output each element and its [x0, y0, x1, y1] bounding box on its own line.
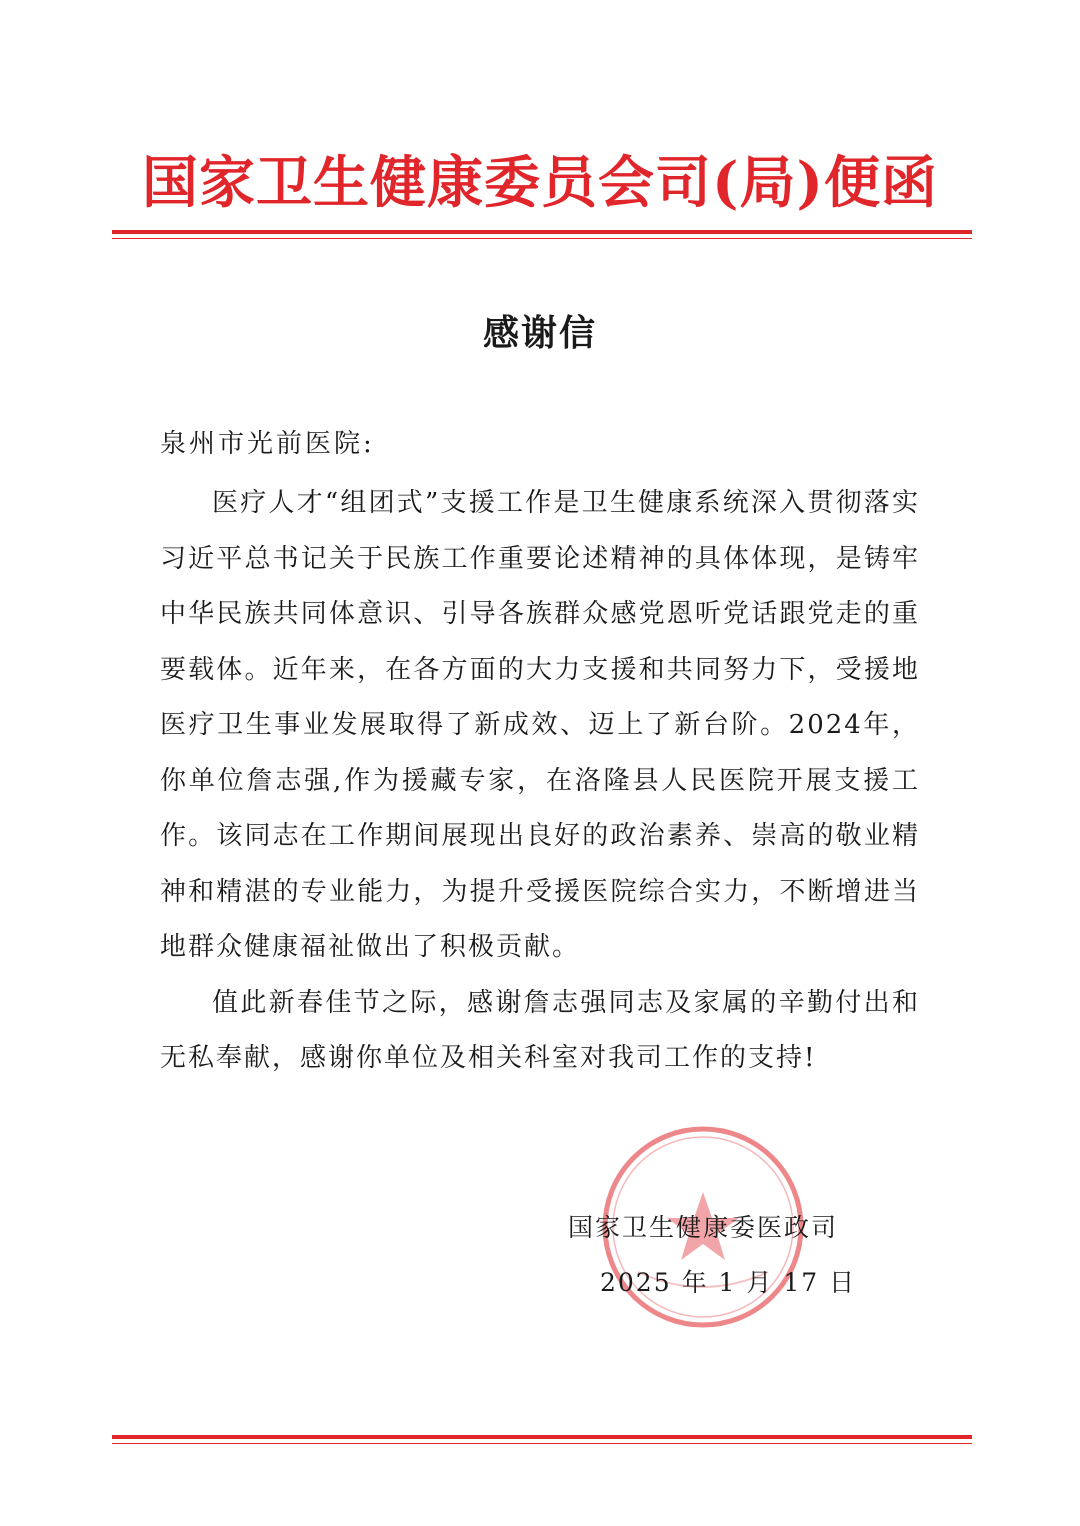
salutation: 泉州市光前医院:: [160, 429, 375, 459]
letterhead-rule-top: [112, 230, 972, 239]
footer-rule-bottom: [112, 1435, 972, 1444]
signature-block: [560, 1200, 880, 1310]
signature-date: 2025 年 1 月 17 日: [600, 1268, 857, 1297]
letter-body: [160, 476, 920, 1087]
document-title: 感谢信: [482, 312, 597, 354]
letterhead-title: 国家卫生健康委员会司(局)便函: [142, 150, 938, 216]
signature-organization: 国家卫生健康委医政司: [568, 1213, 839, 1242]
body-paragraph-2: 值此新春佳节之际，感谢詹志强同志及家属的辛勤付出和无私奉献，感谢你单位及相关科室对我司工作的支持!: [160, 987, 920, 1073]
body-paragraph-1: 医疗人才“组团式”支援工作是卫生健康系统深入贯彻落实习近平总书记关于民族工作重要论述精神的具体体现，是铸牢中华民族共同体意识、引导各族群众感党恩听党话跟党走的重要载体。近年来，在各方面的大力支援和共同努力下，受援地医疗卫生事业发展取得了新成效、迈上了新台阶。2024年，你单位詹志强,作为援藏专家，在洛隆县人民医院开展支援工作。该同志在工作期间展现出良好的政治素养、崇高的敬业精神和精湛的专业能力，为提升受援医院综合实力，不断增进当地群众健康福祉做出了积极贡献。: [160, 488, 920, 962]
